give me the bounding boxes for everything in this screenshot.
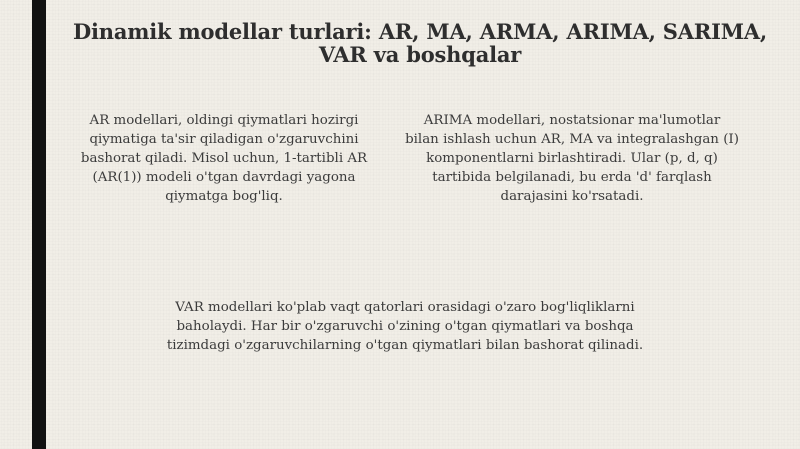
arima-model-description: ARIMA modellari, nostatsionar ma'lumotlar bilan ishlash uchun AR, MA va integralashgan (I) komponentlarni birlashtiradi. Ular (p, d, q) tartibida belgilanadi, bu erda 'd' farqlash darajasini ko'rsatadi. xyxy=(405,113,739,204)
ar-model-description: AR modellari, oldingi qiymatlari hozirgi qiymatiga ta'sir qiladigan o'zgaruvchini bashorat qiladi. Misol uchun, 1-tartibli AR (AR(1)) modeli o'tgan davrdagi yagona qiymatga bog'liq. xyxy=(80,113,368,204)
accent-bar xyxy=(32,0,46,449)
slide-title: Dinamik modellar turlari: AR, MA, ARMA, ARIMA, SARIMA, VAR va boshqalar xyxy=(72,19,767,67)
var-model-description: VAR modellari ko'plab vaqt qatorlari orasidagi o'zaro bog'liqliklarni baholaydi. Har bir o'zgaruvchi o'zining o'tgan qiymatlari va boshqa tizimdagi o'zgaruvchilarning o'tgan qiymatlari bilan bashorat qilinadi. xyxy=(166,300,644,353)
